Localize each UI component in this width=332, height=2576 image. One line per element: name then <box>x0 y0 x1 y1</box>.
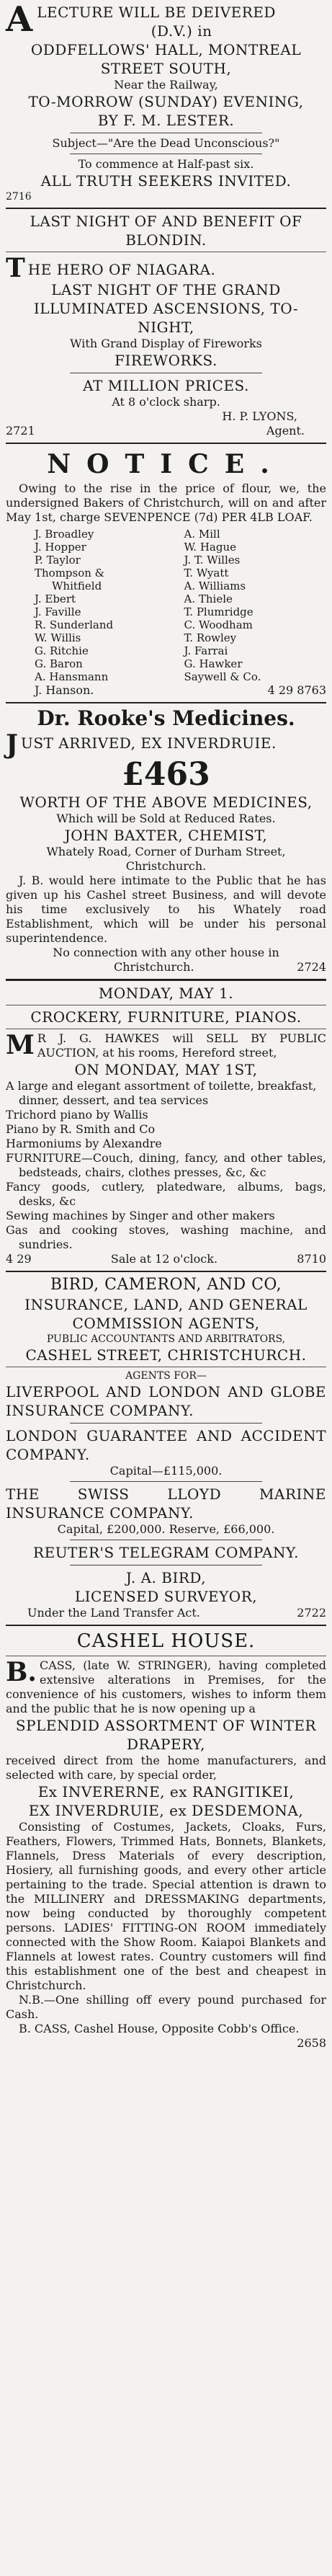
baker-name: A. Mill <box>184 528 220 541</box>
bird-act: Under the Land Transfer Act. <box>27 1606 200 1620</box>
rooke-first-line: UST ARRIVED, EX INVERDRUIE. <box>21 734 277 752</box>
rooke-last: No connection with any other house in <box>53 946 279 959</box>
baker-name: J. Faville <box>35 605 81 618</box>
blondin-advert <box>6 209 326 444</box>
auction-item: A large and elegant assortment of toilette, breakfast, dinner, dessert, and tea services <box>6 1079 317 1107</box>
cashel-splendid: SPLENDID ASSORTMENT OF WINTER DRAPERY, <box>15 1717 317 1753</box>
baker-name: W. Willis <box>35 631 81 644</box>
rooke-city: Christchurch. <box>114 960 194 974</box>
bird-liverpool: LIVERPOOL AND LONDON AND GLOBE INSURANCE COMPANY. <box>6 1383 326 1419</box>
notice-footer <box>6 683 326 698</box>
lecture-near: Near the Railway, <box>114 78 218 92</box>
bakers-names <box>6 528 326 683</box>
bakers-notice <box>6 444 326 703</box>
divider <box>70 1481 262 1482</box>
cashel-nb: N.B.—One shilling off every pound purchased for Cash. <box>6 1993 326 2021</box>
auction-footer-left: 4 29 <box>6 1252 32 1266</box>
bird-surveyor: LICENSED SURVEYOR, <box>74 1588 258 1605</box>
baker-name: T. Rowley <box>184 631 237 644</box>
baker-name: J. Broadley <box>35 528 94 541</box>
baker-name: Whitfield <box>52 579 102 592</box>
blondin-title: HE HERO OF NIAGARA. <box>27 261 216 278</box>
auction-item: Trichord piano by Wallis <box>6 1108 148 1122</box>
baker-name: A. Thiele <box>184 592 233 605</box>
bird-line-4: CASHEL STREET, CHRISTCHURCH. <box>25 1346 307 1364</box>
bird-london: LONDON GUARANTEE AND ACCIDENT COMPANY. <box>6 1427 326 1463</box>
rooke-line-3: JOHN BAXTER, CHEMIST, <box>64 827 268 844</box>
baker-name: Saywell & Co. <box>184 670 261 683</box>
bird-cameron-advert <box>6 1272 326 1626</box>
agent-label: Agent. <box>266 424 305 438</box>
notice-heading: NOTICE. <box>47 449 285 479</box>
lecture-street: STREET SOUTH, <box>100 60 232 77</box>
baker-name: T. Plumridge <box>184 605 254 618</box>
notice-text: Owing to the rise in the price of flour, we, the undersigned Bakers of Christchurch, will on and after May 1st, charge SEVENPENCE (7d) PER 4LB LOAF. <box>6 481 326 524</box>
auction-item: Fancy goods, cutlery, platedware, albums, bags, desks, &c <box>6 1180 326 1208</box>
cashel-ship-1: Ex INVERERNE, ex RANGITIKEI, <box>37 1783 295 1800</box>
baker-name: J. Hanson. <box>35 683 94 697</box>
divider <box>70 1423 262 1424</box>
bird-title: BIRD, CAMERON, AND CO, <box>50 1276 282 1294</box>
baker-name: A. Hansmann <box>35 670 109 683</box>
bird-footer <box>6 1606 326 1620</box>
cashel-ship-2: EX INVERDRUIE, ex DESDEMONA, <box>28 1802 304 1819</box>
cashel-received: received direct from the home manufacturers, and selected with care, by special order, <box>6 1754 326 1782</box>
lecture-time: To commence at Half-past six. <box>78 157 254 171</box>
auction-item: Gas and cooking stoves, washing machine, and sundries. <box>6 1223 326 1251</box>
blondin-line-1: LAST NIGHT OF AND BENEFIT OF <box>30 213 302 230</box>
ad-number: 2658 <box>297 2036 326 2050</box>
rooke-amount: £463 <box>122 756 210 793</box>
lecture-subject: Subject—"Are the Dead Unconscious?" <box>52 136 280 150</box>
blondin-body-1: LAST NIGHT OF THE GRAND <box>51 281 281 298</box>
auction-footer <box>6 1252 326 1266</box>
ad-number: 2716 <box>6 191 32 203</box>
baker-name: G. Baron <box>35 657 83 670</box>
drop-cap: A <box>6 0 33 40</box>
cashel-footer: B. CASS, Cashel House, Opposite Cobb's Office. <box>19 2022 300 2035</box>
bird-name: J. A. BIRD, <box>125 1569 207 1586</box>
auction-item: Piano by R. Smith and Co <box>6 1122 156 1136</box>
lecture-line-2: (D.V.) in <box>151 22 212 40</box>
auction-item: Sewing machines by Singer and other makers <box>6 1209 275 1222</box>
bird-swiss: THE SWISS LLOYD MARINE INSURANCE COMPANY. <box>6 1485 326 1522</box>
lecture-venue: ODDFELLOWS' HALL, MONTREAL <box>30 41 302 58</box>
baker-name: C. Woodham <box>184 618 253 631</box>
drop-cap: M <box>6 1030 35 1060</box>
auction-date: MONDAY, MAY 1. <box>98 985 234 1002</box>
cashel-title: CASHEL HOUSE. <box>76 1630 256 1652</box>
newspaper-column <box>6 0 326 2055</box>
blondin-body-5: FIREWORKS. <box>115 352 217 369</box>
lecture-speaker: BY F. M. LESTER. <box>97 112 235 129</box>
baker-name: P. Taylor <box>35 554 81 567</box>
baker-name: Thompson & <box>35 567 105 579</box>
rooke-para: J. B. would here intimate to the Public that he has given up his Cashel street Business, and will devote his time exclusively to his Whately road Establishment, which will be under his personal superintendence. <box>6 874 326 945</box>
ad-number: 2721 <box>6 424 35 438</box>
bird-line-2: COMMISSION AGENTS, <box>72 1315 260 1332</box>
rooke-footer <box>6 960 326 974</box>
hawkes-auction-advert <box>6 981 326 1272</box>
auction-on: ON MONDAY, MAY 1ST, <box>74 1061 258 1078</box>
blondin-time: At 8 o'clock sharp. <box>112 395 220 409</box>
blondin-footer <box>6 424 326 438</box>
baker-name: J. Hopper <box>35 541 86 554</box>
rooke-line-1: WORTH OF THE ABOVE MEDICINES, <box>19 794 313 811</box>
baker-name: J. T. Willes <box>184 554 241 567</box>
ad-number: 4 29 8763 <box>267 683 326 697</box>
blondin-prices: AT MILLION PRICES. <box>83 377 249 394</box>
ad-number: 8710 <box>297 1252 326 1266</box>
baker-name: J. Ebert <box>35 592 76 605</box>
bird-line-1: INSURANCE, LAND, AND GENERAL <box>24 1296 308 1313</box>
lecture-date: TO-MORROW (SUNDAY) EVENING, <box>28 93 304 110</box>
lecture-advert <box>6 0 326 209</box>
bird-reuter: REUTER'S TELEGRAM COMPANY. <box>33 1544 299 1561</box>
drop-cap: J <box>6 729 19 760</box>
auction-item: FURNITURE—Couch, dining, fancy, and other tables, bedsteads, chairs, clothes presses, &c, &c <box>6 1151 326 1179</box>
rooke-title: Dr. Rooke's Medicines. <box>37 706 295 730</box>
auction-item: Harmoniums by Alexandre <box>6 1137 162 1150</box>
auction-first: R J. G. HAWKES will SELL BY PUBLIC AUCTION, at his rooms, Hereford street, <box>37 1031 326 1060</box>
blondin-body-4: With Grand Display of Fireworks <box>70 337 262 350</box>
lecture-line-1: LECTURE WILL BE DEIVERED <box>37 4 276 21</box>
cashel-intro: CASS, (late W. STRINGER), having completed extensive alterations in Premises, for the convenience of his customers, wishes to inform them and the public that he is now opening up a <box>6 1658 326 1715</box>
blondin-agent-name: H. P. LYONS, <box>222 409 297 423</box>
baker-name: G. Hawker <box>184 657 243 670</box>
lecture-invite: ALL TRUTH SEEKERS INVITED. <box>40 172 292 190</box>
bird-line-3: PUBLIC ACCOUNTANTS AND ARBITRATORS, <box>46 1333 286 1345</box>
rooke-line-2: Which will be Sold at Reduced Rates. <box>56 812 276 825</box>
baker-name: J. Farrai <box>184 644 228 657</box>
auction-sub: CROCKERY, FURNITURE, PIANOS. <box>30 1008 302 1026</box>
rooke-line-4: Whately Road, Corner of Durham Street, <box>46 845 286 858</box>
rooke-medicines-advert <box>6 703 326 981</box>
baker-name: R. Sunderland <box>35 618 114 631</box>
blondin-body-2: ILLUMINATED ASCENSIONS, TO- <box>33 300 299 317</box>
ad-number: 2722 <box>297 1606 326 1620</box>
baker-name: T. Wyatt <box>184 567 229 579</box>
cashel-consisting: Consisting of Costumes, Jackets, Cloaks, Furs, Feathers, Flowers, Trimmed Hats, Bonnets, Blankets, Flannels, Dress Materials of every description, Hosiery, all furnishing goods, and every other article pertaining to the trade. Special attention is drawn to the MILLINERY and DRESSMAKING departments, now being conducted by thoroughly competent persons. LADIES' FITTING-ON ROOM immediately connected with the Show Room. Kaiapoi Blankets and Flannels at lowest rates. Country customers will find this establishment one of the best and cheapest in Christchurch. <box>6 1820 326 1992</box>
baker-name: W. Hague <box>184 541 236 554</box>
baker-name: G. Ritchie <box>35 644 89 657</box>
cashel-house-advert <box>6 1626 326 2055</box>
auction-sale-time: Sale at 12 o'clock. <box>110 1252 218 1266</box>
bird-agents: AGENTS FOR— <box>125 1370 207 1382</box>
bird-capital-1: Capital—£115,000. <box>109 1464 223 1478</box>
rooke-line-5: Christchurch. <box>125 859 207 873</box>
bird-capital-2: Capital, £200,000. Reserve, £66,000. <box>57 1522 275 1536</box>
baker-name: A. Williams <box>184 579 246 592</box>
ad-number: 2724 <box>297 960 326 974</box>
blondin-line-2: BLONDIN. <box>125 231 207 249</box>
drop-cap: T <box>6 253 25 283</box>
blondin-body-3: NIGHT, <box>138 319 194 336</box>
drop-cap: B. <box>6 1657 37 1687</box>
